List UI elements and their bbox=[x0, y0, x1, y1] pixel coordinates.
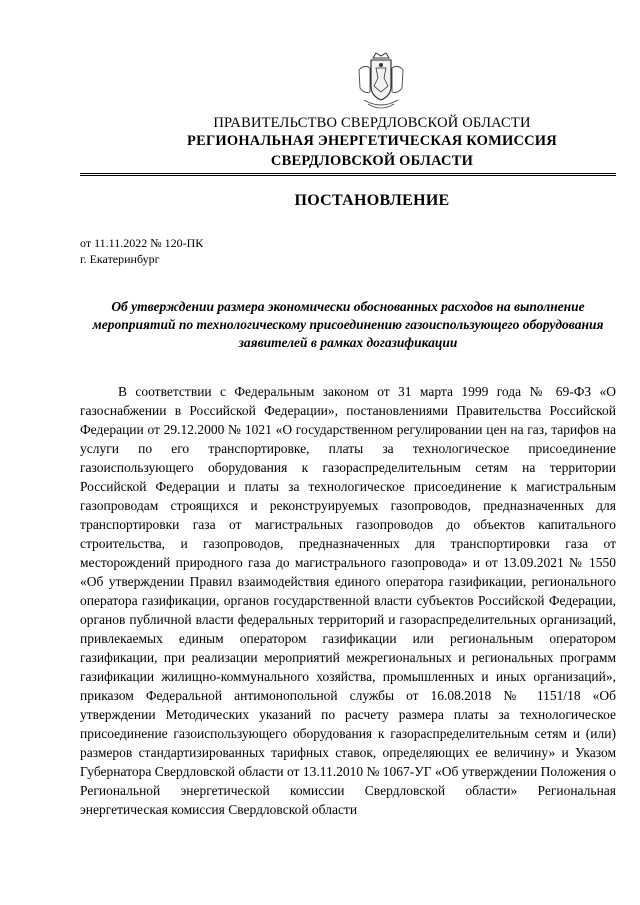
header-divider-secondary bbox=[80, 175, 616, 176]
document-type: ПОСТАНОВЛЕНИЕ bbox=[294, 192, 450, 209]
government-name: ПРАВИТЕЛЬСТВО СВЕРДЛОВСКОЙ ОБЛАСТИ bbox=[213, 115, 531, 131]
header-divider bbox=[80, 173, 616, 174]
commission-region: СВЕРДЛОВСКОЙ ОБЛАСТИ bbox=[270, 153, 474, 169]
document-city: г. Екатеринбург bbox=[80, 252, 160, 266]
document-subject: Об утверждении размера экономически обоснованных расходов на выполнение мероприятий по технологическому присоединению газоиспользующего оборудования заявителей в рамках догазификации bbox=[92, 299, 604, 350]
document-body: В соответствии с Федеральным законом от 31 марта 1999 года № 69-ФЗ «О газоснабжении в Российской Федерации», постановлениями Правительства Российской Федерации от 29.12.2000 № 1021 «О государственном регулировании цен на газ, тарифов на услуги по его транспортировке, платы за технологическое присоединение газоиспользующего оборудования к газораспределительным сетям на территории Российской Федерации и платы за технологическое присоединение к магистральным газопроводам строящихся и реконструируемых газопроводов, предназначенных для транспортировки газа от магистральных газопроводов до объектов капитального строительства, и газопроводов, предназначенных для транспортировки газа от месторождений природного газа до магистрального газопровода» и от 13.09.2021 № 1550 «Об утверждении Правил взаимодействия единого оператора газификации, регионального оператора газификации, органов государственной власти субъектов Российской Федерации, органов публичной власти федеральных территорий и газораспределительных организаций, привлекаемых единым оператором газификации или региональным оператором газификации, при реализации мероприятий межрегиональных и региональных программ газификации жилищно-коммунального хозяйства, промышленных и иных организаций», приказом Федеральной антимонопольной службы от 16.08.2018 № 1151/18 «Об утверждении Методических указаний по расчету размера платы за технологическое присоединение газоиспользующего оборудования к газораспределительным сетям и (или) размеров стандартизированных тарифных ставок, определяющих ее величину» и Указом Губернатора Свердловской области от 13.11.2010 № 1067-УГ «Об утверждении Положения о Региональной энергетической комиссии Свердловской области» Региональная энергетическая комиссия Свердловской области bbox=[80, 384, 617, 817]
commission-name: РЕГИОНАЛЬНАЯ ЭНЕРГЕТИЧЕСКАЯ КОМИССИЯ bbox=[187, 133, 557, 149]
coat-of-arms-icon bbox=[356, 52, 406, 112]
document-date-number: от 11.11.2022 № 120-ПК bbox=[80, 236, 204, 250]
